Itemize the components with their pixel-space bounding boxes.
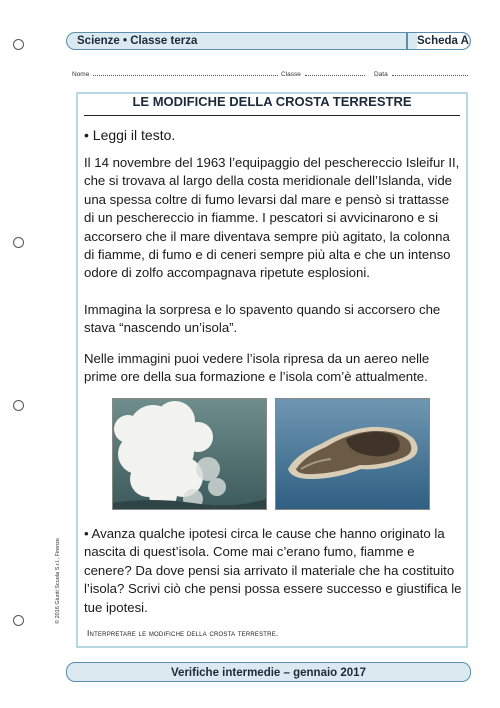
name-label: Nome (72, 71, 90, 78)
copyright-notice: © 2016 Giunti Scuola S.r.l., Firenze (55, 538, 61, 624)
header-divider (406, 32, 408, 50)
info-line (374, 69, 468, 78)
binder-hole (13, 237, 24, 248)
page-title: LE MODIFICHE DELLA CROSTA TERRESTRE (132, 94, 412, 109)
binder-hole (13, 400, 24, 411)
text-paragraph: Nelle immagini puoi vedere l’isola ripresa da un aereo nelle prime ore della sua formazione e l’isola com’è attualmente. (84, 351, 430, 385)
class-field[interactable] (305, 69, 365, 76)
instruction-read: • Leggi il testo. (84, 127, 176, 143)
header-bar (66, 32, 471, 50)
class-label: Classe (281, 71, 301, 78)
date-label: Data (374, 71, 388, 78)
binder-hole (13, 615, 24, 626)
sheet-label: Scheda A (417, 35, 469, 47)
footer-bar (66, 662, 471, 682)
date-field[interactable] (392, 69, 468, 76)
info-line (72, 69, 278, 78)
island-photo (276, 399, 429, 509)
text-paragraph: Immagina la sorpresa e lo spavento quando si accorsero che stava “nascendo un’isola”. (84, 302, 441, 336)
question-paragraph: • Avanza qualche ipotesi circa le cause che hanno originato la nascita di quest’isola. Come mai c’erano fumo, fiamme e cenere? Da dove pensi sia arrivato il materiale che ha costituito l’isola? Scrivi ciò che pensi possa essere successo e giustifica le tue ipotesi. (84, 526, 462, 615)
eruption-photo (113, 399, 266, 509)
title-underline (84, 115, 460, 116)
text-paragraph: Il 14 novembre del 1963 l’equipaggio del peschereccio Isleifur II, che si trovava al largo della costa meridionale dell’Islanda, vide una spessa coltre di fumo levarsi dal mare e pensò si trattasse di un peschereccio in fiamme. I pescatori si avvicinarono e si accorsero che il mare diventava sempre più agitato, la colonna di fiamme, di fumo e di ceneri sempre più alta e che un intenso odore di zolfo accompagnava ripetute esplosioni. (84, 155, 460, 281)
footer-label: Verifiche intermedie – gennaio 2017 (171, 667, 366, 679)
info-line (281, 69, 365, 78)
skill-caption: Interpretare le modifiche della crosta terrestre. (87, 628, 279, 638)
binder-hole (13, 39, 24, 50)
name-field[interactable] (93, 69, 278, 76)
subject-label: Scienze • Classe terza (77, 35, 198, 47)
